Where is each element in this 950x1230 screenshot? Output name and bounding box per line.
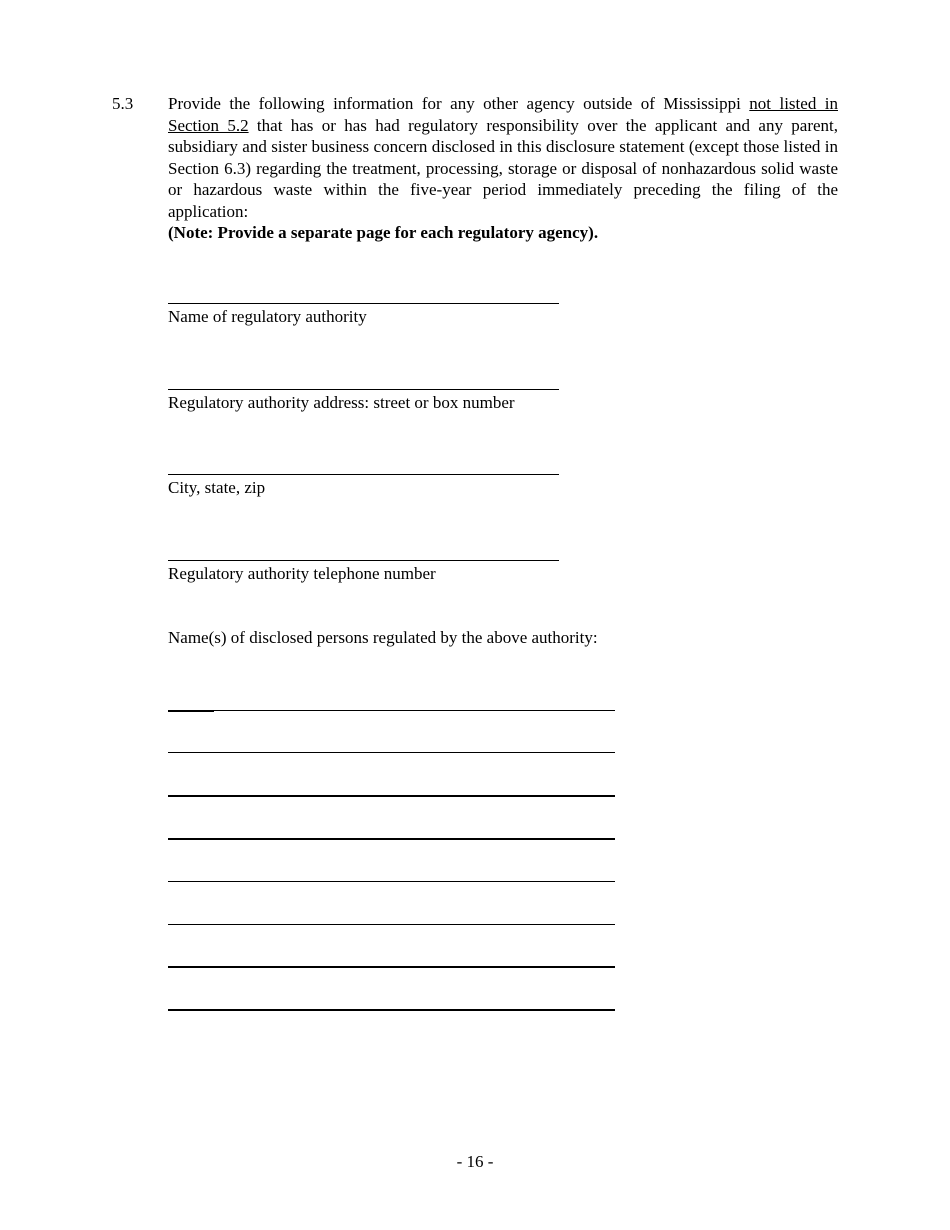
disclosed-person-line-8[interactable] bbox=[168, 1009, 615, 1011]
disclosed-person-line-4[interactable] bbox=[168, 838, 615, 840]
disclosed-person-line-3[interactable] bbox=[168, 795, 615, 797]
fill-in-line[interactable] bbox=[168, 303, 559, 304]
city-state-zip-field[interactable] bbox=[168, 474, 568, 498]
section-number: 5.3 bbox=[112, 94, 134, 113]
regulatory-authority-address-field[interactable] bbox=[168, 389, 568, 413]
regulatory-authority-phone-field[interactable] bbox=[168, 560, 568, 584]
page-number: - 16 - bbox=[456, 1152, 494, 1171]
field-label: Regulatory authority telephone number bbox=[168, 564, 436, 583]
field-label: Name of regulatory authority bbox=[168, 307, 367, 326]
instructions-text-start: Provide the following information for any other agency outside of Mississippi bbox=[168, 94, 750, 113]
disclosed-person-line-6[interactable] bbox=[168, 924, 615, 925]
field-label: City, state, zip bbox=[168, 478, 266, 497]
fill-in-line[interactable] bbox=[168, 389, 559, 390]
disclosed-person-line-7[interactable] bbox=[168, 966, 615, 968]
disclosed-person-line-1[interactable] bbox=[168, 710, 615, 711]
line-stub bbox=[168, 710, 214, 712]
disclosed-persons-label: Name(s) of disclosed persons regulated by the above authority: bbox=[168, 628, 598, 647]
instructions-text-end: that has or has had regulatory responsibility over the applicant and any parent, subsidiary and sister business concern disclosed in this disclosure statement (except those listed in Section 6.3) regarding the treatment, processing, storage or disposal of nonhazardous solid waste or hazardous waste within the five-year period immediately preceding the filing of the application: bbox=[168, 115, 839, 221]
section-instructions bbox=[168, 93, 838, 244]
instructions-underlined-reference: not listed in Section 5.2 bbox=[168, 94, 838, 135]
disclosed-person-line-2[interactable] bbox=[168, 752, 615, 753]
disclosed-person-line-5[interactable] bbox=[168, 881, 615, 882]
regulatory-authority-name-field[interactable] bbox=[168, 303, 568, 327]
instructions-note: (Note: Provide a separate page for each regulatory agency). bbox=[168, 223, 599, 242]
fill-in-line[interactable] bbox=[168, 474, 559, 475]
fill-in-line[interactable] bbox=[168, 560, 559, 561]
field-label: Regulatory authority address: street or box number bbox=[168, 393, 515, 412]
